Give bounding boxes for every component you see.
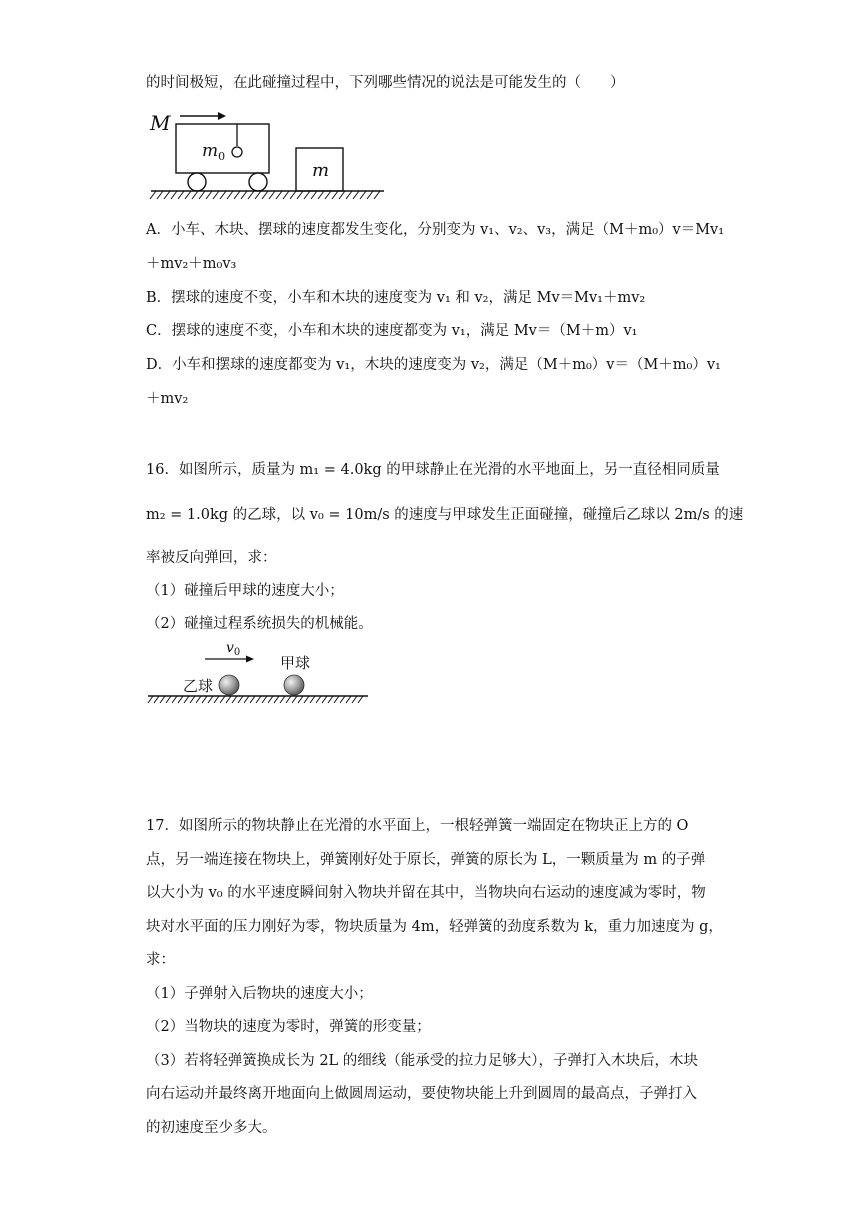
- ball-a-icon: [219, 675, 239, 695]
- q15-option-a-line2: ＋mv₂＋m₀v₃: [146, 256, 237, 272]
- cart-body: [176, 124, 269, 173]
- bob-mass-label: $m_0$: [202, 141, 226, 163]
- q16-subquestion-2: （2）碰撞过程系统损失的机械能。: [146, 616, 373, 632]
- q17-text-line1: 17．如图所示的物块静止在光滑的水平面上，一根轻弹簧一端固定在物块正上方的 O: [146, 818, 689, 834]
- q17-subquestion-2: （2）当物块的速度为零时，弹簧的形变量；: [146, 1019, 431, 1035]
- q15-option-a-line1: A．小车、木块、摆球的速度都发生变化，分别变为 v₁、v₂、v₃，满足（M＋m₀）v＝Mv₁: [146, 222, 725, 238]
- ball-b-label: 甲球: [280, 654, 311, 672]
- q17-text-line4: 块对水平面的压力刚好为零，物块质量为 4m，轻弹簧的劲度系数为 k，重力加速度为 g，: [146, 919, 723, 935]
- wheel-left-icon: [188, 173, 206, 191]
- q17-text-line5: 求：: [146, 952, 175, 968]
- q17-text-line2: 点，另一端连接在物块上，弹簧刚好处于原长，弹簧的原长为 L，一颗质量为 m 的子弹: [146, 852, 706, 868]
- q17-subquestion-1: （1）子弹射入后物块的速度大小；: [146, 986, 373, 1002]
- ground-hatching: [150, 191, 380, 199]
- q16-text-line2: m₂ = 1.0kg 的乙球，以 v₀ = 10m/s 的速度与甲球发生正面碰撞，碰撞后乙球以 2m/s 的速: [146, 507, 744, 523]
- cart-mass-label: M: [150, 111, 171, 135]
- q17-text-line3: 以大小为 v₀ 的水平速度瞬间射入物块并留在其中，当物块向右运动的速度减为零时，物: [146, 885, 706, 901]
- q17-subquestion-3-line2: 向右运动并最终离开地面向上做圆周运动，要使物块能上升到圆周的最高点，子弹打入: [146, 1086, 697, 1102]
- block-mass-label: m: [312, 160, 330, 181]
- velocity-arrow-icon: [205, 656, 254, 663]
- velocity-label: $v_0$: [226, 640, 241, 658]
- q15-intro: 的时间极短，在此碰撞过程中，下列哪些情况的说法是可能发生的（ ）: [146, 75, 625, 91]
- q15-option-b: B．摆球的速度不变，小车和木块的速度变为 v₁ 和 v₂，满足 Mv＝Mv₁＋mv₂: [146, 290, 646, 306]
- ground-hatching: [148, 696, 363, 703]
- wheel-right-icon: [249, 173, 267, 191]
- q16-text-line3: 率被反向弹回，求：: [146, 550, 277, 566]
- q17-subquestion-3-line1: （3）若将轻弹簧换成长为 2L 的细线（能承受的拉力足够大），子弹打入木块后，木块: [146, 1053, 699, 1069]
- ball-a-label: 乙球: [183, 677, 214, 695]
- q15-option-d-line2: ＋mv₂: [146, 391, 189, 407]
- ball-b-icon: [284, 675, 304, 695]
- q17-subquestion-3-line3: 的初速度至少多大。: [146, 1120, 277, 1136]
- pendulum-bob-icon: [232, 147, 242, 157]
- q16-subquestion-1: （1）碰撞后甲球的速度大小；: [146, 583, 344, 599]
- q15-option-c: C．摆球的速度不变，小车和木块的速度都变为 v₁，满足 Mv＝（M＋m）v₁: [146, 323, 638, 339]
- q15-option-d-line1: D．小车和摆球的速度都变为 v₁，木块的速度变为 v₂，满足（M＋m₀）v＝（M＋m₀）v₁: [146, 357, 721, 373]
- velocity-arrow-icon: [180, 112, 226, 120]
- q16-text-line1: 16．如图所示，质量为 m₁ = 4.0kg 的甲球静止在光滑的水平地面上，另一直径相同质量: [146, 462, 720, 478]
- q16-collision-figure: [146, 638, 371, 710]
- q15-cart-figure: [146, 108, 391, 203]
